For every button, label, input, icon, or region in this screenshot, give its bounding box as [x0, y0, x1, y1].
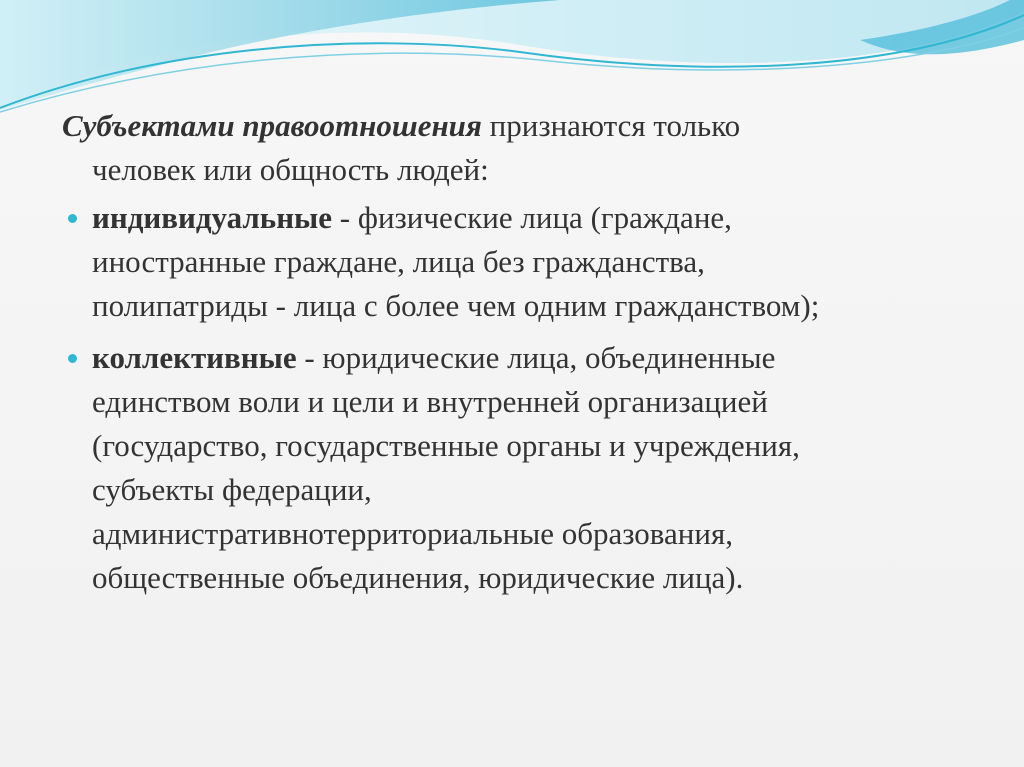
item-line: (государство, государственные органы и учреждения, [92, 428, 800, 463]
bullet-dot-icon [68, 354, 77, 363]
bullet-dot-icon [68, 214, 77, 223]
item-line: субъекты федерации, [92, 472, 372, 507]
list-item [62, 196, 962, 328]
slide-body [62, 104, 962, 608]
wave-header-decoration [0, 0, 1024, 120]
intro-lead: Субъектами правоотношения [62, 108, 482, 143]
item-line: - юридические лица, объединенные [296, 340, 776, 375]
intro-paragraph [62, 104, 962, 192]
intro-continuation: человек или общность людей: [92, 152, 489, 187]
list-item [62, 336, 962, 600]
item-line: полипатриды - лица с более чем одним гражданством); [92, 288, 820, 323]
item-line: - физические лица (граждане, [332, 200, 732, 235]
term-individual: индивидуальные [92, 200, 333, 235]
item-line: иностранные граждане, лица без гражданства, [92, 244, 705, 279]
item-line: единством воли и цели и внутренней организацией [92, 384, 768, 419]
item-line: административнотерриториальные образования, [92, 516, 733, 551]
item-line: общественные объединения, юридические лица). [92, 560, 744, 595]
bullet-list [62, 196, 962, 600]
term-collective: коллективные [92, 340, 297, 375]
intro-rest: признаются только [481, 108, 741, 143]
